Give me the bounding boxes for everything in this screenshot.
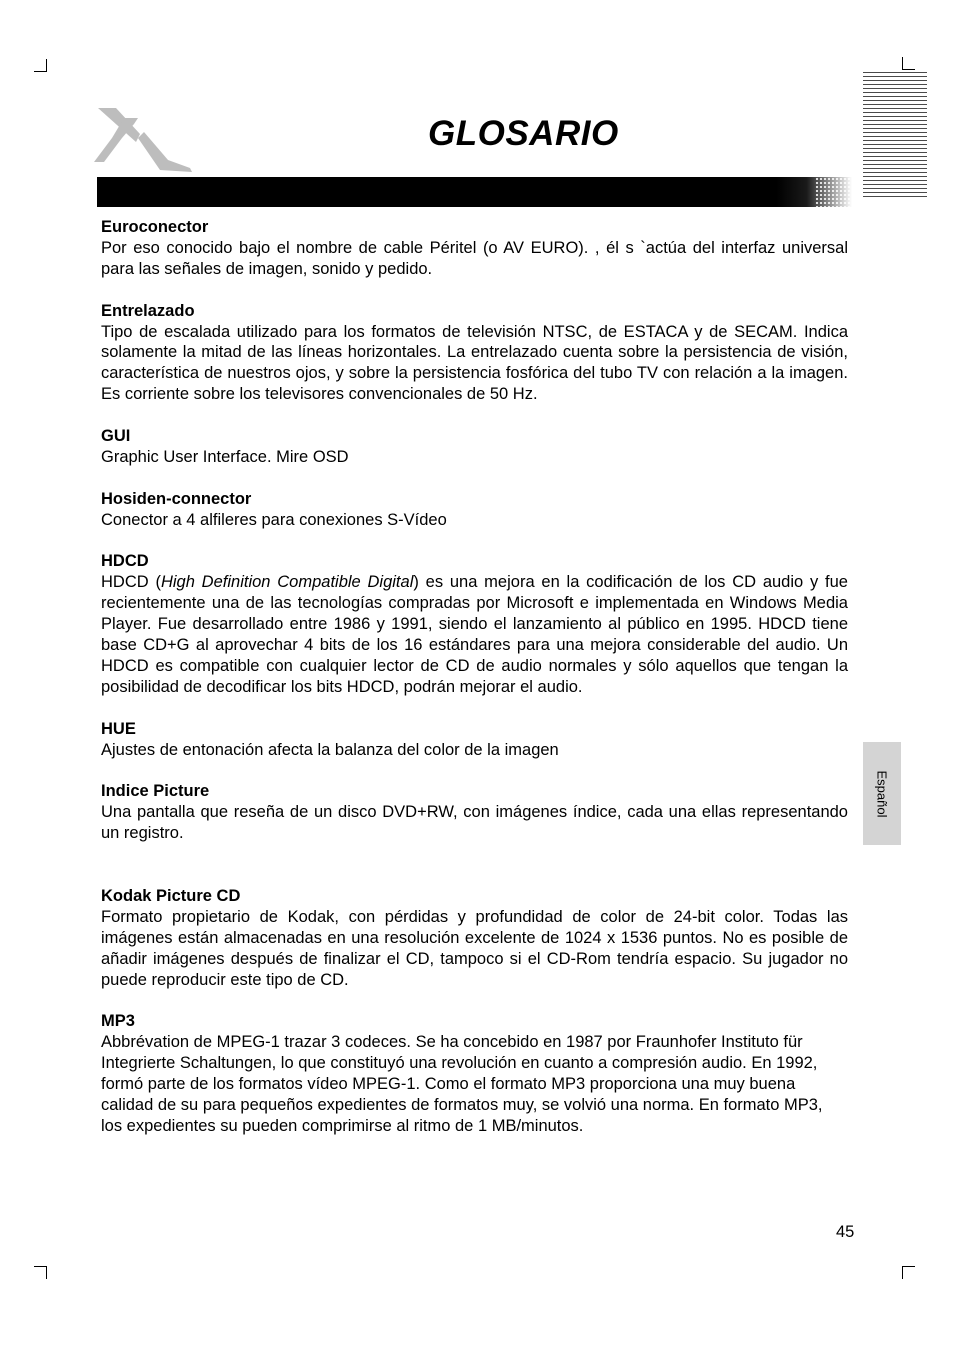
glossary-term: HUE <box>101 719 136 738</box>
glossary-definition: Una pantalla que reseña de un disco DVD+RW, con imágenes índice, cada una ellas representando un registro. <box>101 803 848 843</box>
definition-italic: High Definition Compatible Digital <box>160 573 414 592</box>
crop-mark-bottom-left <box>34 1266 47 1279</box>
glossary-entry-gui <box>101 426 848 468</box>
glossary-entry-euroconector <box>101 217 848 280</box>
definition-suffix: ) es una mejora en la codificación de los CD audio y fue recientemente una de las tecnologías compradas por Microsoft e implementada en Windows Media Player. Fue desarrollado entre 1986 y 1991, siendo el lanzamiento al público en 1995. HDCD tiene base CD+G al aprovechar 4 bits de los 16 estándares para una mejora considerable del audio. Un HDCD es compatible con cualquier lector de CD de audio normales y sólo aquellos que tengan la posibilidad de decodificar los bits HDCD, podrán mejorar el audio. <box>101 573 848 696</box>
glossary-term: Indice Picture <box>101 782 210 801</box>
decorative-stripes <box>863 72 927 200</box>
glossary-entry-hdcd <box>101 551 848 697</box>
glossary-entry-indice-picture <box>101 781 848 844</box>
glossary-term: Hosiden-connector <box>101 489 252 508</box>
crop-mark-top-left <box>34 59 47 72</box>
crop-mark-top-right <box>902 57 915 70</box>
language-tab-label: Español <box>874 770 890 817</box>
glossary-entry-kodak-picture-cd <box>101 886 848 991</box>
glossary-entry-mp3 <box>101 1011 848 1136</box>
glossary-definition: Abbrévation de MPEG-1 trazar 3 codeces. Se ha concebido en 1987 por Fraunhofer Instituto für Integrierte Schaltungen, lo que constituyó una revolución en cuanto a compresión audio. En 1992, formó parte de los formatos vídeo MPEG-1. Como el formato MP3 proporciona una muy buena calidad de su para pequeños expedientes de formatos muy, se volvió una norma. En formato MP3, los expedientes su pueden comprimirse al ritmo de 1 MB/minutos. <box>101 1033 823 1135</box>
glossary-entry-hosiden-connector <box>101 489 848 531</box>
glossary-term: HDCD <box>101 552 149 571</box>
crop-mark-bottom-right <box>902 1266 915 1279</box>
page-title: GLOSARIO <box>428 114 619 153</box>
header-bar <box>97 177 852 207</box>
glossary-entry-entrelazado <box>101 301 848 406</box>
glossary-entry-hue <box>101 719 848 761</box>
glossary-term: MP3 <box>101 1012 135 1031</box>
glossary-definition: Tipo de escalada utilizado para los formatos de televisión NTSC, de ESTACA y de SECAM. Indica solamente la mitad de las líneas horizontales. La entrelazado cuenta sobre la persistencia de visión, característica de nuestros ojos, y sobre la persistencia fosfórica del tubo TV con relación a la imagen. Es corriente sobre los televisores convencionales de 50 Hz. <box>101 322 848 404</box>
language-tab <box>863 742 901 845</box>
glossary-definition: Formato propietario de Kodak, con pérdidas y profundidad de color de 24-bit color. Todas las imágenes están almacenadas en una resolución excelente de 1024 x 1536 puntos. No es posible de añadir imágenes después de finalizar el CD, tampoco si el CD-Rom tendría espacio. Su jugador no puede reproducir este tipo de CD. <box>101 907 848 989</box>
glossary-definition: Ajustes de entonación afecta la balanza del color de la imagen <box>101 740 559 759</box>
header-bar-dot-pattern <box>815 177 852 207</box>
page-number: 45 <box>836 1223 855 1241</box>
glossary-definition: Graphic User Interface. Mire OSD <box>101 447 349 466</box>
glossary-term: GUI <box>101 427 131 446</box>
glossary-list <box>101 217 848 1158</box>
xoro-x-logo-icon <box>94 108 194 174</box>
glossary-definition <box>101 572 848 697</box>
glossary-term: Kodak Picture CD <box>101 886 241 905</box>
glossary-term: Entrelazado <box>101 301 195 320</box>
glossary-term: Euroconector <box>101 218 209 236</box>
definition-prefix: HDCD ( <box>101 573 161 592</box>
glossary-definition: Conector a 4 alfileres para conexiones S-Vídeo <box>101 510 447 529</box>
glossary-definition: Por eso conocido bajo el nombre de cable Péritel (o AV EURO). , él s `actúa del interfaz universal para las señales de imagen, sonido y pedido. <box>101 238 848 278</box>
